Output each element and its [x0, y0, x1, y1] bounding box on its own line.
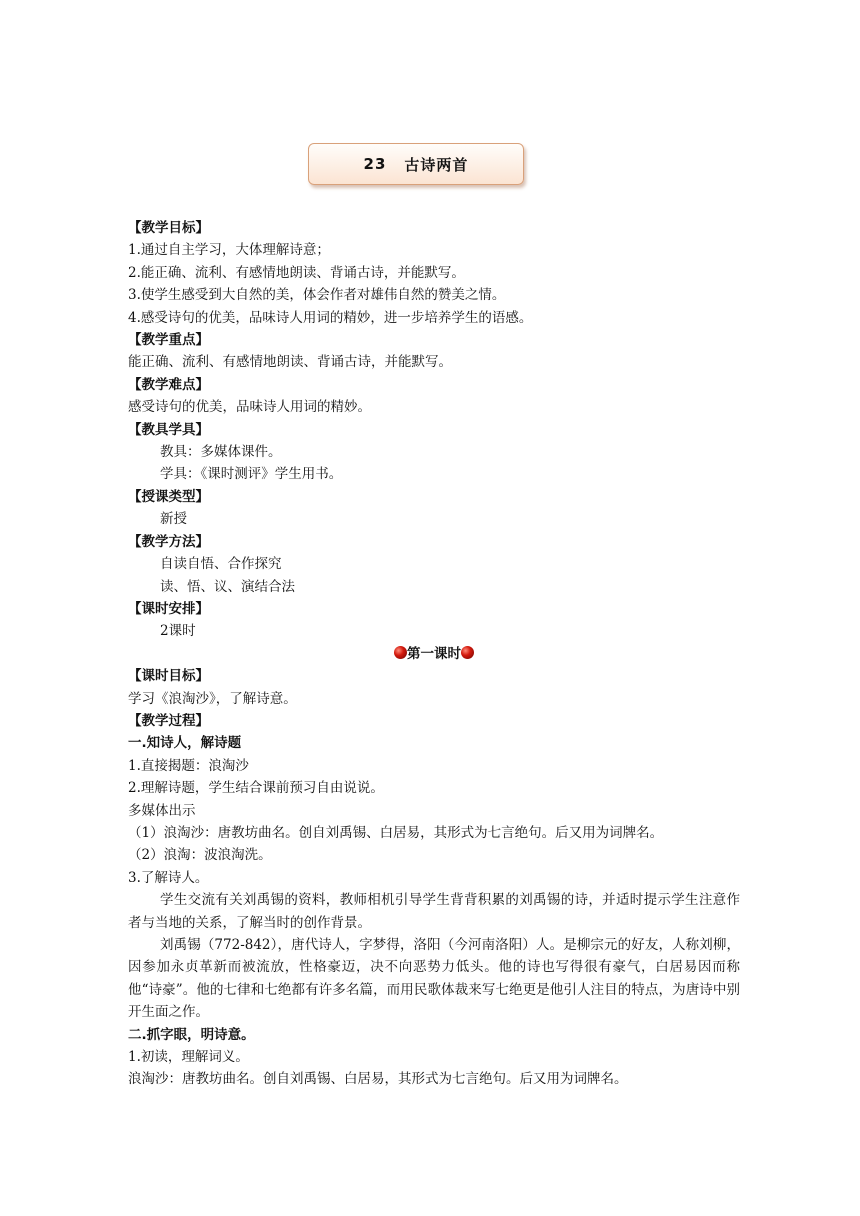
tool-item: 学具：《课时测评》学生用书。 [160, 466, 343, 483]
lesson1-title-row [128, 643, 740, 665]
tools-heading: 【教具学具】 [128, 421, 209, 438]
lesson1-title: 第一课时 [407, 645, 461, 662]
part1-line: 2.理解诗题，学生结合课前预习自由说说。 [128, 780, 384, 797]
part2-line: 1.初读，理解词义。 [128, 1049, 249, 1066]
document-body [128, 217, 740, 1091]
difficulty-heading: 【教学难点】 [128, 376, 209, 393]
part1-line: 3.了解诗人。 [128, 869, 209, 886]
type-heading: 【授课类型】 [128, 488, 209, 505]
method-item: 自读自悟、合作探究 [160, 556, 282, 573]
part1-line: （1）浪淘沙：唐教坊曲名。创自刘禹锡、白居易，其形式为七言绝句。后又用为词牌名。 [128, 824, 664, 841]
objective-item: 4.感受诗句的优美，品味诗人用词的精妙，进一步培养学生的语感。 [128, 309, 533, 326]
part1-line: （2）浪淘：波浪淘洗。 [128, 847, 272, 864]
lesson-title-box [308, 143, 524, 185]
poet-discussion-paragraph: 学生交流有关刘禹锡的资料，教师相机引导学生背背积累的刘禹锡的诗，并适时提示学生注意作者与当地的关系，了解当时的创作背景。 [128, 892, 740, 931]
lesson-number: 23 [363, 155, 387, 173]
key-heading: 【教学重点】 [128, 332, 209, 349]
schedule-text: 2课时 [160, 623, 196, 640]
difficulty-text: 感受诗句的优美，品味诗人用词的精妙。 [128, 399, 371, 416]
part2-line: 浪淘沙：唐教坊曲名。创自刘禹锡、白居易，其形式为七言绝句。后又用为词牌名。 [128, 1071, 628, 1088]
objective-item: 1.通过自主学习，大体理解诗意； [128, 242, 330, 259]
schedule-heading: 【课时安排】 [128, 600, 209, 617]
method-item: 读、悟、议、演结合法 [160, 578, 295, 595]
part1-heading: 一.知诗人，解诗题 [128, 735, 242, 752]
type-text: 新授 [160, 511, 187, 528]
process-heading: 【教学过程】 [128, 712, 209, 729]
objective-item: 2.能正确、流利、有感情地朗读、背诵古诗，并能默写。 [128, 264, 465, 281]
method-heading: 【教学方法】 [128, 533, 209, 550]
lesson-title: 古诗两首 [404, 155, 469, 174]
key-text: 能正确、流利、有感情地朗读、背诵古诗，并能默写。 [128, 354, 452, 371]
part1-line: 多媒体出示 [128, 802, 196, 819]
objectives-heading: 【教学目标】 [128, 220, 209, 236]
poet-bio-paragraph: 刘禹锡（772-842），唐代诗人，字梦得，洛阳（今河南洛阳）人。是柳宗元的好友，人称刘柳，因参加永贞革新而被流放，性格豪迈，决不向恶势力低头。他的诗也写得很有豪气，白居易因而称他“诗豪”。他的七律和七绝都有许多名篇，而用民歌体裁来写七绝更是他引人注目的特点，为唐诗中别开生面之作。 [128, 937, 740, 1021]
objective-item: 3.使学生感受到大自然的美，体会作者对雄伟自然的赞美之情。 [128, 287, 506, 304]
red-ball-icon [394, 646, 407, 659]
tool-item: 教具：多媒体课件。 [160, 444, 282, 461]
part1-line: 1.直接揭题：浪淘沙 [128, 757, 249, 774]
part2-heading: 二.抓字眼，明诗意。 [128, 1026, 255, 1043]
goal-heading: 【课时目标】 [128, 668, 209, 685]
goal-text: 学习《浪淘沙》，了解诗意。 [128, 690, 297, 707]
red-ball-icon [461, 646, 474, 659]
